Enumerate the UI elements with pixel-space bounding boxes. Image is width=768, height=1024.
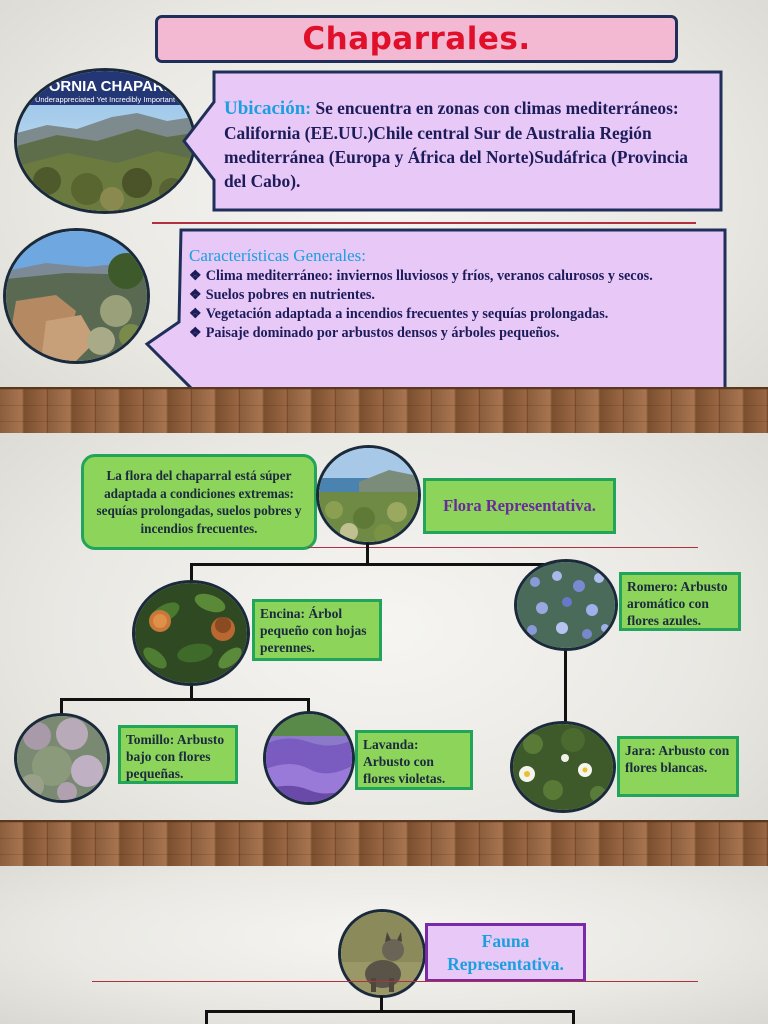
lavanda-photo	[263, 711, 355, 805]
slide-ubicacion	[0, 0, 768, 433]
encina-image	[135, 583, 247, 683]
jara-image	[513, 724, 613, 810]
wood-floor	[0, 387, 768, 433]
connector-line	[366, 543, 369, 565]
divider-line	[152, 222, 696, 224]
fauna-title-box	[425, 923, 586, 982]
encina-text: Encina: Árbol pequeño con hojas perennes.	[260, 606, 367, 655]
caracteristicas-list	[189, 267, 719, 343]
ubicacion-body: Se encuentra en zonas con climas mediterráneos: California (EE.UU.)Chile central Sur de Australia Región mediterránea (Europa y África del Norte)Sudáfrica (Provincia del Cabo).	[224, 98, 688, 191]
romero-label-box	[619, 572, 741, 631]
divider-line	[92, 981, 698, 982]
encina-photo	[132, 580, 250, 686]
flora-title-box	[423, 478, 616, 534]
connector-line	[190, 563, 568, 566]
bullet-diamond-icon: ❖	[189, 287, 202, 303]
flora-intro-box	[81, 454, 317, 550]
connector-line	[564, 649, 567, 723]
romero-image	[517, 562, 615, 648]
jara-label-box	[617, 736, 739, 797]
slide-fauna	[0, 866, 768, 1024]
title-box	[155, 15, 678, 63]
connector-line	[572, 1010, 575, 1024]
fauna-title: Fauna Representativa.	[447, 931, 564, 974]
bullet-diamond-icon: ❖	[189, 325, 202, 341]
encina-label-box	[252, 599, 382, 661]
list-item: ❖ Vegetación adaptada a incendios frecuentes y sequías prolongadas.	[189, 306, 609, 322]
ubicacion-text	[224, 96, 714, 193]
slope-image	[6, 231, 147, 361]
fauna-bobcat-photo	[338, 909, 426, 998]
bullet-diamond-icon: ❖	[189, 306, 202, 322]
caracteristicas-title: Características Generales:	[189, 246, 366, 265]
page-title: Chaparrales.	[302, 21, 531, 57]
connector-line	[205, 1010, 575, 1013]
list-item: ❖ Clima mediterráneo: inviernos lluviosos y fríos, veranos calurosos y secos.	[189, 268, 653, 284]
jara-photo	[510, 721, 616, 813]
flora-intro-text: La flora del chaparral está súper adaptada a condiciones extremas: sequías prolongadas, suelos pobres y incendios frecuentes.	[96, 468, 302, 536]
caracteristicas-content	[189, 246, 719, 343]
connector-line	[60, 698, 310, 701]
tomillo-image	[17, 716, 107, 800]
caracteristicas-callout	[135, 228, 729, 396]
jara-text: Jara: Arbusto con flores blancas.	[625, 743, 730, 775]
tomillo-text: Tomillo: Arbusto bajo con flores pequeñas.	[126, 732, 225, 781]
romero-text: Romero: Arbusto aromático con flores azules.	[627, 579, 728, 628]
bullet-diamond-icon: ❖	[189, 268, 202, 284]
wood-floor	[0, 820, 768, 866]
photo-banner-subtext: Underappreciated Yet Incredibly Important	[34, 95, 176, 104]
chaparral-landscape-photo	[14, 68, 196, 214]
lavanda-label-box	[355, 730, 473, 790]
tomillo-photo	[14, 713, 110, 803]
list-item: ❖ Paisaje dominado por arbustos densos y árboles pequeños.	[189, 325, 560, 341]
rocky-slope-photo	[3, 228, 150, 364]
connector-line	[205, 1010, 208, 1024]
tomillo-label-box	[118, 725, 238, 784]
flora-title: Flora Representativa.	[443, 496, 596, 515]
bobcat-image	[341, 912, 423, 995]
slide-flora	[0, 433, 768, 866]
romero-photo	[514, 559, 618, 651]
coastal-chaparral-photo	[316, 445, 421, 545]
lavanda-text: Lavanda: Arbusto con flores violetas.	[363, 737, 446, 786]
photo-banner-text: IFORNIA CHAPARR	[35, 78, 175, 95]
lavanda-image	[266, 714, 352, 802]
coast-image	[319, 448, 418, 542]
list-item: ❖ Suelos pobres en nutrientes.	[189, 287, 375, 303]
ubicacion-colon: :	[305, 98, 312, 118]
ubicacion-callout	[180, 70, 726, 215]
ubicacion-label: Ubicación	[224, 98, 306, 119]
landscape-image	[17, 71, 193, 211]
